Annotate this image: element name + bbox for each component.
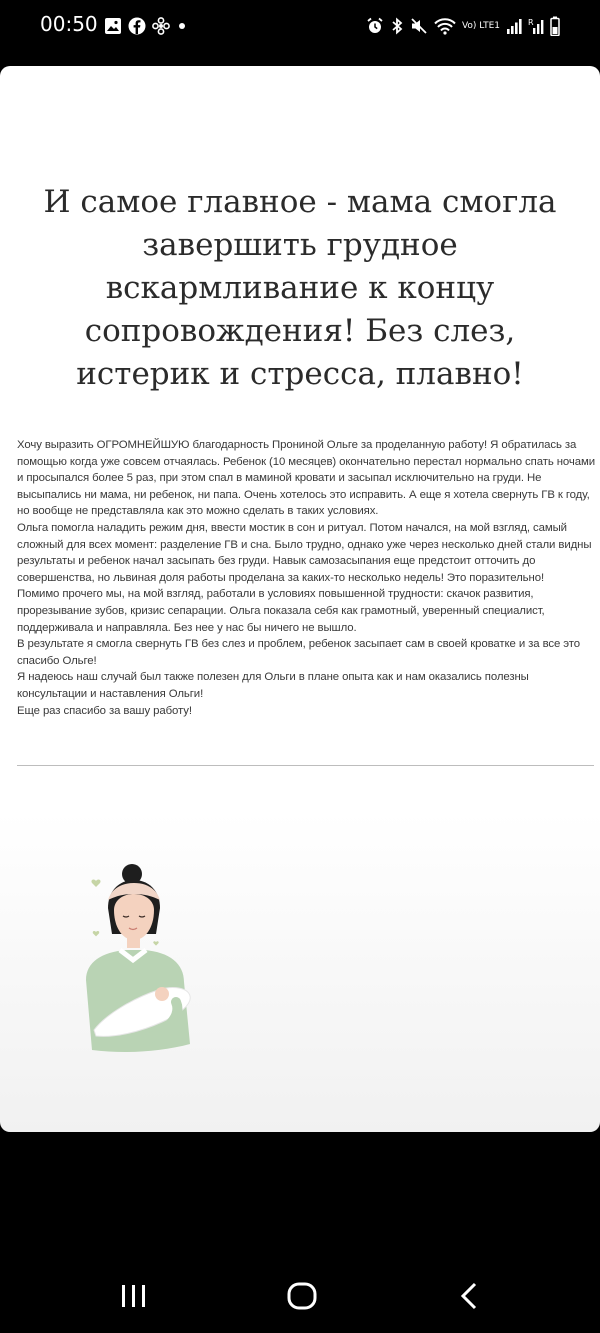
back-button[interactable] [450, 1276, 490, 1316]
fan-icon [152, 17, 170, 35]
signal-r-icon [528, 17, 544, 35]
signal-icon [506, 17, 522, 35]
heart-icon [91, 880, 100, 887]
alarm-icon [366, 17, 384, 35]
review-paragraph: Помимо прочего мы, на мой взгляд, работали в условиях повышенной трудности: скачок развития, прорезывание зубов, кризис сепарации. Ольга показала себя как грамотный, уверенный специалист, поддерживала и направляла. Без нее у нас бы ничего не вышло. [17, 588, 545, 634]
review-paragraph: В результате я смогла свернуть ГВ без слез и проблем, ребенок засыпает сам в своей кроватке и за все это спасибо Ольге! [17, 638, 580, 667]
bluetooth-icon [390, 17, 404, 35]
status-bar [0, 0, 600, 52]
review-divider [17, 765, 594, 766]
review-paragraph: Еще раз спасибо за вашу работу! [17, 704, 192, 717]
mute-icon [410, 17, 428, 35]
svg-text:R: R [528, 18, 534, 27]
battery-icon [550, 16, 560, 36]
dot-icon [176, 17, 188, 35]
heart-icon [153, 941, 158, 945]
review-paragraph: Я надеюсь наш случай был также полезен для Ольги в плане опыта как и нам оказались полезны консультации и наставления Ольги! [17, 671, 529, 700]
story-headline: И самое главное - мама смогла завершить грудное вскармливание к концу сопровождения! Без слез, истерик и стресса, плавно! [43, 184, 557, 392]
review-text [17, 437, 595, 719]
wifi-icon [434, 17, 456, 35]
status-time: 00:50 [40, 12, 98, 36]
story-card[interactable] [0, 66, 600, 1132]
recent-apps-button[interactable] [114, 1276, 154, 1316]
facebook-icon [128, 17, 146, 35]
status-right-icons [366, 14, 560, 38]
home-button[interactable] [282, 1276, 322, 1316]
volte-icon: Vo) LTE1 [461, 20, 500, 31]
navigation-bar [0, 1262, 600, 1333]
status-left-icons [104, 14, 188, 38]
review-paragraph: Ольга помогла наладить режим дня, ввести мостик в сон и ритуал. Потом начался, на мой взгляд, самый сложный для всех момент: разделение ГВ и сна. Было трудно, однако уже через несколько дней стали видны результаты и ребенок начал засыпать без груди. Навык самозасыпания еще предстоит отточить до совершенства, но львиная доля работы проделана за каких-то несколько недель! Это поразительно! [17, 521, 592, 584]
gallery-icon [104, 17, 122, 35]
mother-baby-illustration [76, 862, 196, 1062]
review-paragraph: Хочу выразить ОГРОМНЕЙШУЮ благодарность Прониной Ольге за проделанную работу! Я обратилась за помощью когда уже совсем отчаялась. Ребенок (10 месяцев) окончательно перестал нормально спать ночами и просыпался более 5 раз, при этом спал в маминой кровати и засыпал исключительно на груди. Не высыпались ни мама, ни ребенок, ни папа. Очень хотелось это исправить. А еще я хотела свернуть ГВ к году, но вообще не представляла как это можно сделать в таких условиях. [17, 439, 595, 518]
heart-icon [93, 931, 99, 936]
